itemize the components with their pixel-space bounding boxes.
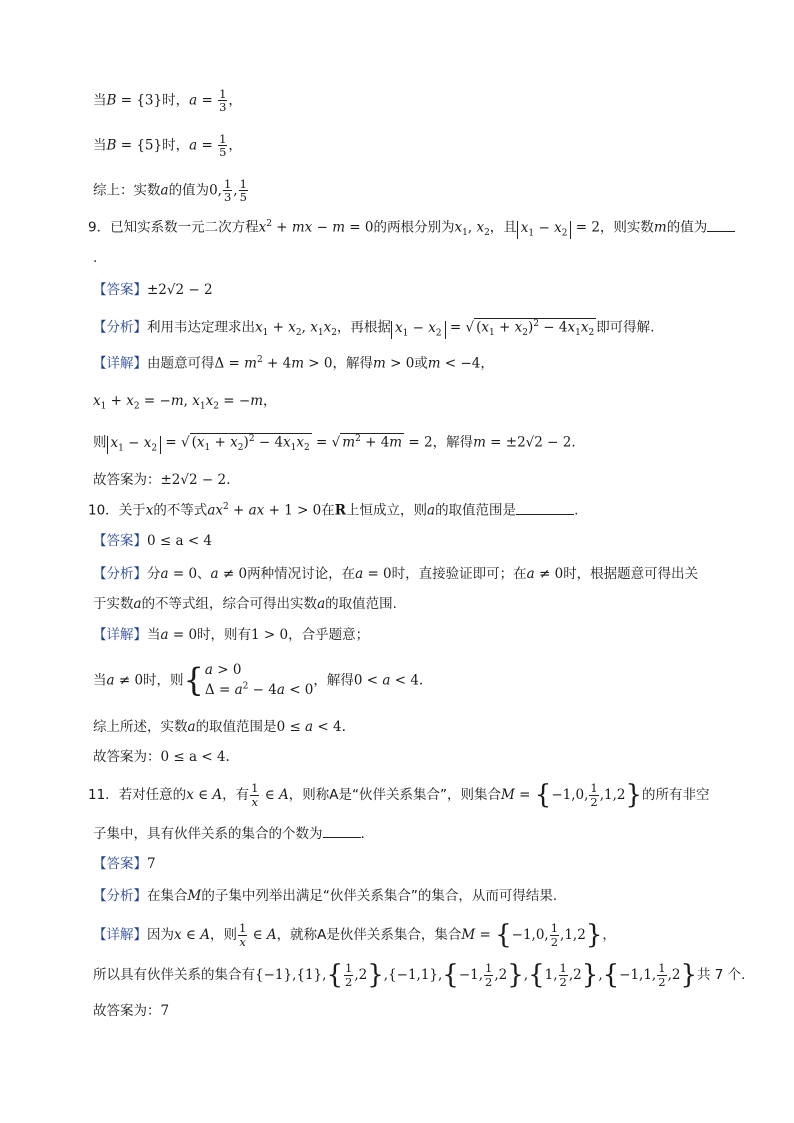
text-line: 则 $x_1 - x_2$ = √ $(x_1 + x_2)^2 - 4x_1x_2$ = √ $m^2 + 4m = 2$，解得m = ±2√2 − 2. (93, 434, 576, 454)
answer-value: 0 ≤ a < 4 (147, 533, 213, 549)
text: 关于 (118, 502, 146, 519)
text: . (574, 502, 579, 519)
analysis-line: 【分析】利用韦达定理求出$x_1 + x_2$, $x_1x_2$，再根据 $x_1 - x_2$ = √ $(x_1 + x_2)^2 - 4x_1x_2$ 即可得解. (93, 319, 655, 339)
text: 综上所述，实数 (93, 719, 188, 735)
text: 时，则有 (197, 627, 252, 643)
answer-tag: 【答案】 (93, 533, 147, 549)
question-9: 9．已知实系数一元二次方程$x^2$ + mx − m = 0的两根分别为$x_1$, $x_2$，且 $x_1 - x_2 = 2$，则实数m的值为 (88, 219, 735, 239)
text: 的子集中列举出满足“伙伴关系集合”的集合，从而可得结果. (201, 888, 558, 904)
answer-blank[interactable] (323, 837, 361, 838)
text: ， (228, 137, 242, 154)
answer-blank[interactable] (707, 231, 735, 232)
text: ，合乎题意； (288, 627, 370, 643)
text: 故答案为： (93, 1003, 161, 1019)
answer-value: ±2√2 − 2 (147, 282, 213, 298)
text: 、 (197, 566, 211, 582)
detail-line: 【详解】当a = 0时，则有1 > 0，合乎题意； (93, 627, 370, 643)
text-line: 当a ≠ 0时，则{ a > 0 $\Delta = a^2 - 4a < 0$ ，解得0 < a < 4. (93, 661, 424, 700)
detail-line: 【详解】由题意可得$\Delta = m^2 + 4m > 0$，解得m > 0或m < −4， (93, 355, 494, 372)
question-number: 11． (88, 787, 119, 803)
analysis-line: 【分析】在集合M的子集中列举出满足“伙伴关系集合”的集合，从而可得结果. (93, 888, 558, 904)
text: 由题意可得 (147, 355, 215, 372)
answer-blank[interactable] (516, 514, 574, 515)
text: 当 (147, 627, 161, 643)
text: ，且 (489, 219, 517, 236)
text: 的不等式 (153, 502, 208, 519)
text: 因为 (147, 927, 174, 943)
text-line (93, 826, 365, 842)
text: 分 (147, 566, 161, 582)
answer-tag: 【答案】 (93, 282, 147, 298)
text: 的值为 (168, 182, 210, 199)
text: ，就称A是伙伴关系集合，集合 (276, 927, 462, 943)
text: 在 (321, 502, 335, 519)
text: ，则称A是“伙伴关系集合”，则集合 (288, 787, 502, 803)
text: 若对任意的 (118, 787, 187, 803)
text-line: 综上所述，实数a的取值范围是0 ≤ a < 4. (93, 719, 346, 735)
text: 在集合 (147, 888, 188, 904)
analysis-tag: 【分析】 (93, 566, 147, 582)
answer-value: 0 ≤ a < 4. (160, 749, 230, 765)
text: 两种情况讨论，在 (247, 566, 356, 582)
text: 于实数 (93, 596, 134, 612)
text: . (360, 826, 365, 842)
text: 当 (93, 672, 107, 689)
text-line: 当B = {5}时，a = $\frac{1}{5}$ ， (93, 132, 242, 160)
text: 或 (414, 355, 428, 372)
text: ，再根据 (336, 319, 391, 336)
text: ，解得 (432, 434, 474, 451)
final-answer-line (93, 1003, 169, 1019)
text: 已知实系数一元二次方程 (110, 219, 259, 236)
answer-line (93, 856, 156, 872)
text: 综上：实数 (93, 182, 161, 199)
answer-value: 7 (160, 1003, 170, 1019)
answer-line (93, 282, 213, 298)
text-line: 所以具有伙伴关系的集合有{−1},{1},{ $\frac{1}{2}$ ,2},{−1,1},{−1, $\frac{1}{2}$ ,2},{1, $\frac{1}{2}$ ,2},{−1,1, $\frac{1}{2}$ ,2}共 7 个. (93, 960, 746, 990)
text: ，则实数 (599, 219, 654, 236)
text: ， (263, 393, 277, 409)
detail-tag: 【详解】 (93, 927, 147, 943)
text: ， (228, 92, 242, 109)
text: 则 (93, 434, 107, 451)
text: 所以具有伙伴关系的集合有 (93, 967, 255, 983)
question-11: 11．若对任意的x ∈ A，有 $\frac{1}{x}$ ∈ A，则称A是“伙伴关系集合”，则集合M = {−1,0, $\frac{1}{2}$ ,1,2}的所有非空 (88, 780, 710, 810)
text: . (93, 250, 98, 266)
text: 的取值范围. (325, 596, 397, 612)
answer-value: 7 (147, 856, 156, 872)
text: ，则 (209, 927, 237, 943)
text-line: $x_1 + x_2 = -m$, $x_1x_2 = -m$， (93, 393, 277, 412)
text: ，有 (222, 787, 250, 803)
text: 时， (162, 137, 190, 154)
analysis-tag: 【分析】 (93, 888, 147, 904)
text: 当 (93, 92, 107, 109)
text-line: 综上：实数a的值为0, $\frac{1}{3}$ , $\frac{1}{5}$ (93, 177, 247, 205)
text: 时， (162, 92, 190, 109)
text: 时，根据题意可得出关 (563, 566, 699, 582)
detail-tag: 【详解】 (93, 355, 147, 372)
text: 当 (93, 137, 107, 154)
text: 利用韦达定理求出 (147, 319, 255, 336)
analysis-line: 【分析】分a = 0、a ≠ 0两种情况讨论，在a = 0时，直接验证即可；在a ≠ 0时，根据题意可得出关 (93, 566, 699, 582)
answer-line (93, 533, 212, 549)
text: 的两根分别为 (373, 219, 455, 236)
question-number: 9． (88, 219, 111, 236)
text: 时，则 (143, 672, 184, 689)
text: 故答案为： (93, 472, 161, 488)
text-line: 于实数a的不等式组，综合可得出实数a的取值范围. (93, 596, 397, 612)
text: 的所有非空 (642, 787, 710, 803)
detail-line: 【详解】因为x ∈ A，则 $\frac{1}{x}$ ∈ A，就称A是伙伴关系集合，集合M = {−1,0, $\frac{1}{2}$ ,1,2}， (93, 920, 616, 950)
text: 共 7 个. (697, 967, 746, 983)
text: ，解得 (313, 672, 354, 689)
text-line (93, 250, 97, 266)
detail-tag: 【详解】 (93, 627, 147, 643)
text: 的取值范围是 (435, 502, 517, 519)
answer-tag: 【答案】 (93, 856, 147, 872)
text: 子集中，具有伙伴关系的集合的个数为 (93, 826, 323, 842)
text-line: 当B = {3}时，a = $\frac{1}{3}$ ， (93, 87, 242, 115)
text: ， (602, 927, 616, 943)
text: ，解得 (332, 355, 373, 372)
text: ， (480, 355, 494, 372)
answer-value: ±2√2 − 2. (160, 472, 231, 488)
text: 的取值范围是 (195, 719, 277, 735)
text: 的值为 (666, 219, 708, 236)
text: 时，直接验证即可；在 (391, 566, 527, 582)
question-10: 10．关于x的不等式$ax^2$ + ax + 1 > 0在R上恒成立，则a的取值范围是 . (88, 502, 579, 519)
text: 上恒成立，则 (346, 502, 427, 519)
text: 故答案为： (93, 749, 161, 765)
text: 的不等式组，综合可得出实数 (141, 596, 318, 612)
question-number: 10． (88, 502, 119, 519)
final-answer-line (93, 472, 230, 488)
analysis-tag: 【分析】 (93, 319, 147, 336)
final-answer-line (93, 749, 230, 765)
text: 即可得解. (596, 319, 655, 336)
